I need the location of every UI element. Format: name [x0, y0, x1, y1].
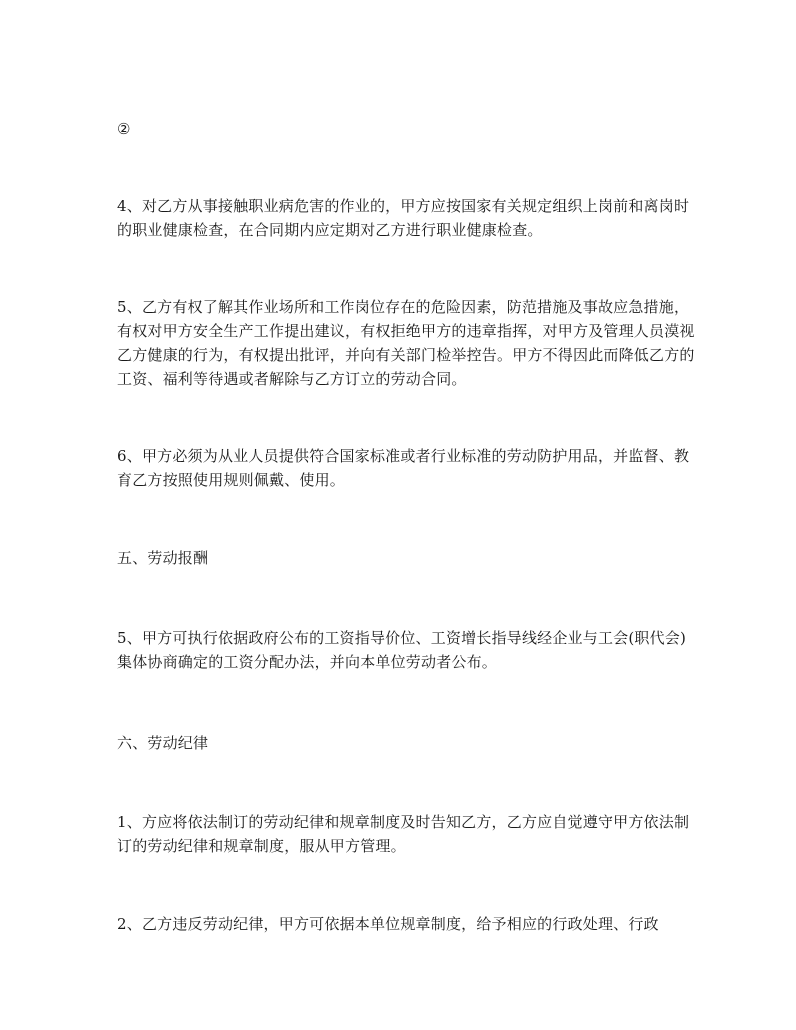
clause-5-worker-rights: 5、乙方有权了解其作业场所和工作岗位存在的危险因素，防范措施及事故应急措施，有权对甲方安全生产工作提出建议，有权拒绝甲方的违章指挥，对甲方及管理人员漠视乙方健康的行为，有权提出批评，并向有关部门检举控告。甲方不得因此而降低乙方的工资、福利等待遇或者解除与乙方订立的劳动合同。 [117, 298, 695, 388]
circled-number-marker: ② [117, 120, 131, 138]
clause-1-discipline-rules: 1、方应将依法制订的劳动纪律和规章制度及时告知乙方，乙方应自觉遵守甲方依法制订的劳动纪律和规章制度，服从甲方管理。 [117, 813, 690, 855]
clause-2-discipline-violation: 2、乙方违反劳动纪律，甲方可依据本单位规章制度，给予相应的行政处理、行政 [117, 915, 659, 933]
clause-5-wage-distribution: 5、甲方可执行依据政府公布的工资指导价位、工资增长指导线经企业与工会(职代会)集体协商确定的工资分配办法，并向本单位劳动者公布。 [117, 629, 687, 671]
section-heading-remuneration: 五、劳动报酬 [117, 549, 209, 567]
clause-4-health-check: 4、对乙方从事接触职业病危害的作业的，甲方应按国家有关规定组织上岗前和离岗时的职业健康检查，在合同期内应定期对乙方进行职业健康检查。 [117, 197, 690, 239]
section-heading-discipline: 六、劳动纪律 [117, 734, 209, 752]
clause-6-protective-equipment: 6、甲方必须为从业人员提供符合国家标准或者行业标准的劳动防护用品，并监督、教育乙方按照使用规则佩戴、使用。 [117, 447, 690, 489]
